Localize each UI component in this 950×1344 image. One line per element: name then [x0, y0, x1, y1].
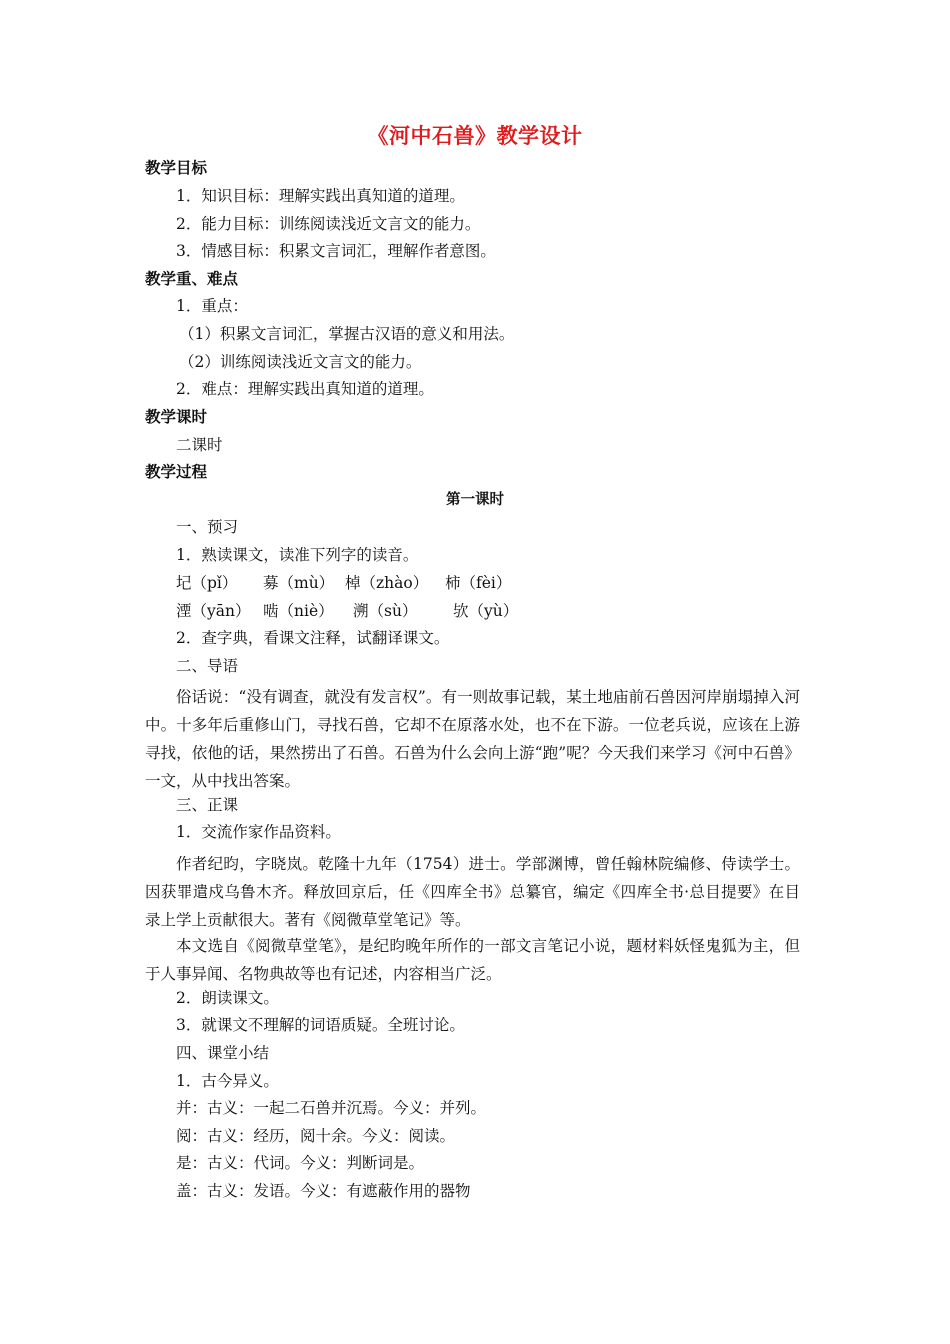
pinyin-item: 圮（pǐ）: [176, 574, 238, 592]
hours-value: 二课时: [176, 436, 223, 454]
source-paragraph: 本文选自《阅微草堂笔》，是纪昀晚年所作的一部文言笔记小说，题材料妖怪鬼狐为主，但于人事异闻、名物典故等也有记述，内容相当广泛。: [145, 937, 800, 983]
objective-item: 1．知识目标：理解实践出真知道的道理。: [176, 187, 465, 205]
word-meaning-line: 是：古义：代词。今义：判断词是。: [176, 1154, 425, 1172]
key-point-item: （1）积累文言词汇，掌握古汉语的意义和用法。: [179, 325, 515, 343]
pinyin-item: 啮（niè）: [263, 602, 334, 620]
key-point-item: （2）训练阅读浅近文言文的能力。: [179, 353, 422, 371]
intro-heading: 二、导语: [176, 657, 239, 675]
author-paragraph: 作者纪昀，字晓岚。乾隆十九年（1754）进士。学部渊博，曾任翰林院编修、侍读学士。因获罪遣戍乌鲁木齐。释放回京后，任《四库全书》总纂官，编定《四库全书·总目提要》在目录上学上贡献很大。著有《阅微草堂笔记》等。: [145, 855, 800, 929]
objective-item: 2．能力目标：训练阅读浅近文言文的能力。: [176, 215, 481, 233]
word-meaning-line: 并：古义：一起二石兽并沉焉。今义：并列。: [176, 1099, 487, 1117]
objective-item: 3．情感目标：积累文言词汇，理解作者意图。: [176, 242, 496, 260]
main-item: 1．交流作家作品资料。: [176, 823, 341, 841]
preview-item: 1．熟读课文，读准下列字的读音。: [176, 546, 419, 564]
heading-lesson-1: 第一课时: [446, 492, 504, 508]
key-point-label: 1．重点：: [176, 297, 248, 315]
intro-paragraph: 俗话说：“没有调查，就没有发言权”。有一则故事记载，某土地庙前石兽因河岸崩塌掉入河中。十多年后重修山门，寻找石兽，它却不在原落水处，也不在下游。一位老兵说，应该在上游寻找，依他的话，果然捞出了石兽。石兽为什么会向上游“跑”呢？今天我们来学习《河中石兽》一文，从中找出答案。: [145, 688, 800, 790]
heading-process: 教学过程: [145, 463, 208, 481]
preview-heading: 一、预习: [176, 518, 239, 536]
pinyin-item: 欤（yù）: [453, 602, 519, 620]
document-title: 《河中石兽》教学设计: [367, 124, 583, 148]
pinyin-item: 棹（zhào）: [345, 574, 429, 592]
heading-objectives: 教学目标: [145, 159, 208, 177]
heading-hours: 教学课时: [145, 408, 208, 426]
main-item: 3．就课文不理解的词语质疑。全班讨论。: [176, 1016, 465, 1034]
heading-key-points: 教学重、难点: [145, 270, 239, 288]
pinyin-item: 溯（sù）: [353, 602, 418, 620]
main-item: 2．朗读课文。: [176, 989, 279, 1007]
difficulty-item: 2．难点：理解实践出真知道的道理。: [176, 380, 434, 398]
pinyin-item: 柿（fèi）: [445, 574, 512, 592]
word-meaning-line: 盖：古义：发语。今义：有遮蔽作用的器物: [176, 1182, 471, 1200]
word-meaning-line: 阅：古义：经历，阅十余。今义：阅读。: [176, 1127, 456, 1145]
main-heading: 三、正课: [176, 796, 239, 814]
summary-item: 1．古今异义。: [176, 1072, 279, 1090]
pinyin-item: 湮（yān）: [176, 602, 251, 620]
summary-heading: 四、课堂小结: [176, 1044, 270, 1062]
preview-item: 2．查字典，看课文注释，试翻译课文。: [176, 629, 450, 647]
pinyin-item: 募（mù）: [263, 574, 335, 592]
